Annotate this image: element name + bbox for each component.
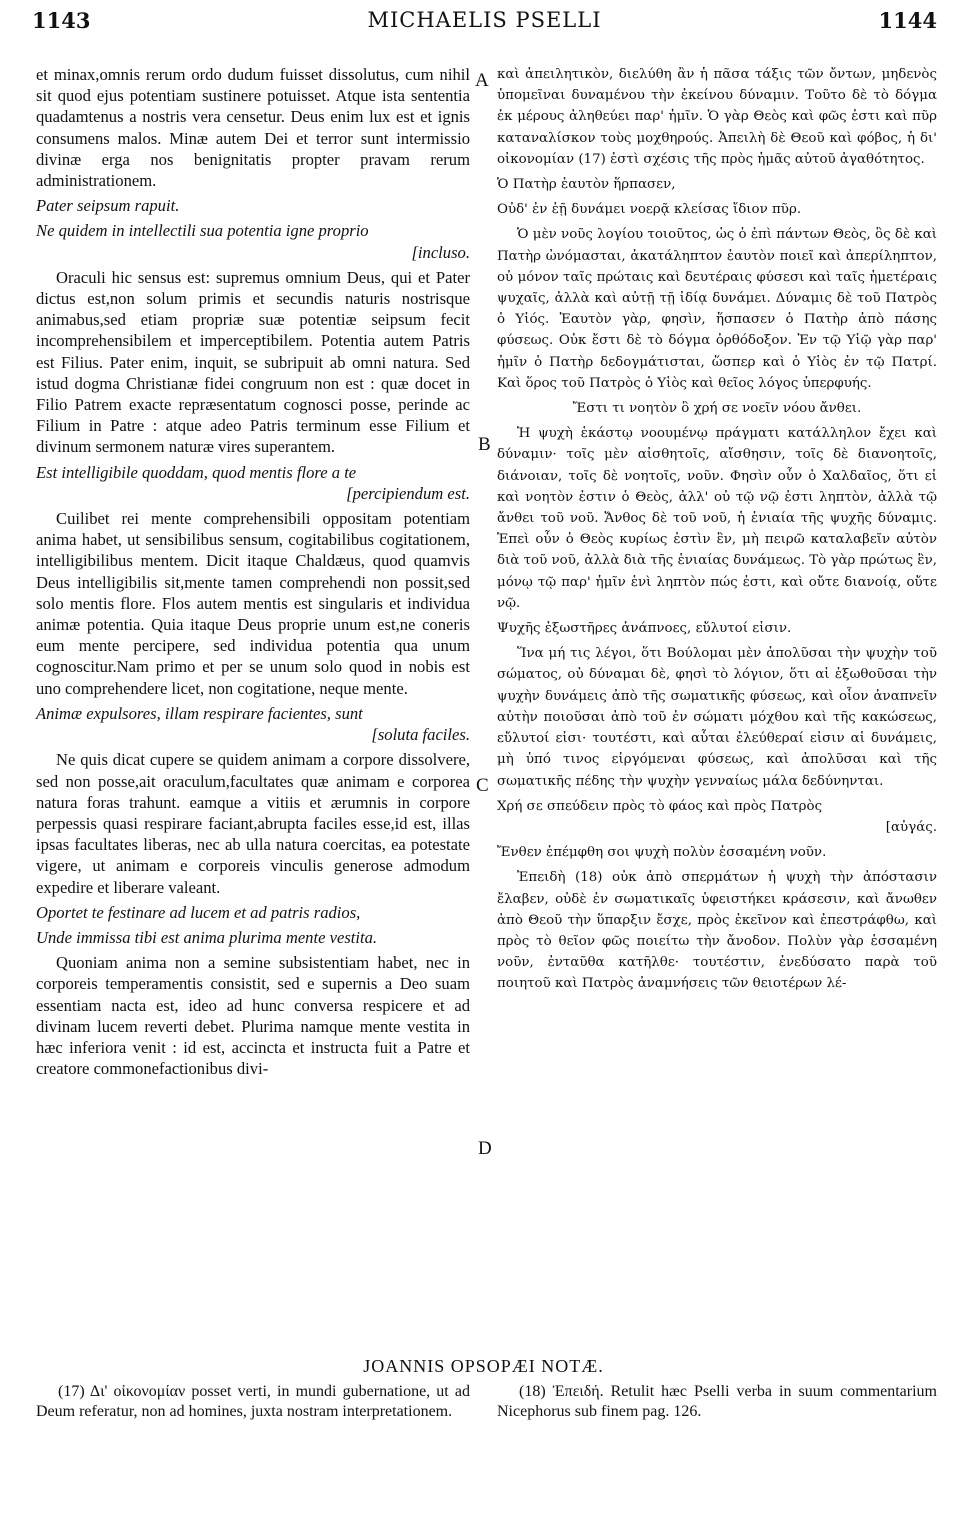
margin-letter-a: A (475, 70, 489, 91)
greek-block (497, 398, 937, 419)
greek-text: καὶ ἀπειλητικὸν, διελύθη ἂν ἡ πᾶσα τάξις τῶν ὄντων, μηδενὸς ὑπομεῖναι δυναμένου τὴν ἐκείνου δύναμιν. Τοῦτο δὲ τὸ δόγμα ἐκ μέρους ἀληθεύει παρ' ἡμῖν. Ὁ γὰρ Θεὸς καὶ φῶς ἐστι καὶ πῦρ καταναλίσκον τοὺς μοχθηρούς. Ἀπειλὴ δὲ Θεοῦ καὶ φόβος, ἡ δι' οἰκονομίαν (17) ἐστὶ σχέσις τῆς πρὸς ἡμᾶς αὐτοῦ ἀγαθότητος. (497, 67, 937, 167)
greek-block (497, 199, 937, 220)
latin-block (36, 749, 470, 897)
latin-continuation: [incluso. (411, 242, 470, 262)
greek-text: Χρή σε σπεύδειν πρὸς τὸ φάος καὶ πρὸς Πατρὸς (497, 798, 823, 814)
page-number-left: 1143 (32, 8, 91, 33)
greek-continuation: [αὐγάς. (885, 819, 937, 835)
greek-text: Ἵνα μή τις λέγοι, ὅτι Βούλομαι μὲν ἀπολῦσαι τὴν ψυχὴν τοῦ σώματος, οὐ δύναμαι δὲ, φησὶ τὸ λόγιον, ὅτι αἱ ἐξωθοῦσαι τὴν ψυχὴν δυνάμεις ἀπὸ τῆς σωματικῆς φύσεως, καὶ οἷον ἀναπνεῖν αὐτὴν ποιοῦσαι ἀπὸ τοῦ ἐν σώματι μόχθου καὶ τῆς κακώσεως, εὔλυτοί εἰσι· τουτέστι, καὶ αὗται ἐλεύθεραί εἰσιν αἱ δυνάμεις, μὴ ὑπό τινος εἰργόμεναι φύσεως, καὶ ἀπολῦσαι καὶ τῆς σωματικῆς πέδης τὴν ψυχὴν γενναίως μάλα δεδύνηνται. (497, 646, 937, 789)
latin-text: Oportet te festinare ad lucem et ad patris radios, (36, 902, 361, 922)
latin-text: Oraculi hic sensus est: supremus omnium Deus, qui et Pater dictus est,non solum primis et secundis naturis nostrisque animabus,sed etiam propriæ suæ potentiæ seipsum fecit incomprehensibilem et imperceptibilem. Potentia autem Patris est Filius. Pater enim, inquit, se subripuit ab omni natura. Sed istud dogma Christianæ fidei congruum non est : quæ docet in Filio Patrem exacte repræsentatum cognosci posse, perinde ac Filium in Patre : atque adeo Patris terminum esse Filium et divinum sermonem naturæ vires superantem. (36, 267, 470, 457)
latin-block (36, 64, 470, 191)
latin-text: Est intelligibile quoddam, quod mentis flore a te (36, 462, 357, 482)
latin-block (36, 195, 470, 216)
latin-text: Cuilibet rei mente comprehensibili oppositam potentiam anima habet, ut sensibilibus sensum, cogitabilibus cogitationem, intelligibilibus mentem. Dicit itaque Chaldæus, quod quamvis Deus intelligibilis sit,mente tamen comprehendi non possit,sed solo mentis flore. Flos autem mentis est singularis et individua animæ potentia. Quia itaque Deus proprie unum est,ne coneris eum mente percipere, sed individua potentia qua unum cognoscitur.Nam primo et per se unum solo quod in nobis est uno comprehendere licet, non cogitatione, neque mente. (36, 509, 470, 698)
footnote-18: (18) Ἐπειδή. Retulit hæc Pselli verba in suum commentarium Nicephorus sub finem pag. 126. (497, 1383, 937, 1420)
latin-text: Unde immissa tibi est anima plurima mente vestita. (36, 927, 378, 947)
latin-block (36, 927, 470, 948)
greek-text: Ἡ ψυχὴ ἑκάστῳ νοουμένῳ πράγματι κατάλληλον ἔχει καὶ δύναμιν· τοῖς μὲν αἰσθητοῖς, αἴσθησιν, τοῖς δὲ διανοητοῖς, διάνοιαν, τοῖς δὲ νοητοῖς, νοῦν. Φησὶν οὖν ὁ Χαλδαῖος, ὅτι εἰ καὶ νοητὸν ἐστιν ὁ Θεὸς, ἀλλ' οὐ τῷ νῷ ἐστι ληπτὸν, ἀλλὰ τῷ ἄνθει τοῦ νοῦ. Ἄνθος δὲ τοῦ νοῦ, ἡ ἑνιαία τῆς ψυχῆς δύναμις. Ἐπεὶ οὖν ὁ Θεὸς κυρίως ἐστὶν ἓν, μὴ πειρῶ καταλαβεῖν αὐτὸν διὰ τοῦ νοῦ, ἀλλὰ διὰ τῆς ἑνιαίας δυνάμεως. Τὸ γὰρ πρώτως ἓν, μόνῳ τῷ παρ' ἡμῖν ἑνὶ ληπτὸν πώς ἐστι, καὶ οὔτε διανοίᾳ, οὔτε νῷ. (497, 426, 937, 611)
margin-letter-b: B (478, 434, 491, 455)
page-header (32, 8, 937, 54)
latin-block (36, 508, 470, 699)
greek-block (497, 423, 937, 614)
latin-text: Quoniam anima non a semine subsistentiam habet, nec in corporeis temperamentis consistit, sed e supernis a Deo suam essentiam nacta est, ideo ad hunc conversa respicere et ad divinam lucem reverti debet. Plurima namque mente vestita in hæc inferiora venit : id est, accincta et instructa fuit a Patre et creatore commonefactionibus divi- (36, 953, 470, 1079)
latin-block (36, 462, 470, 504)
greek-text: Ἔστι τι νοητὸν ὃ χρή σε νοεῖν νόου ἄνθει. (572, 401, 862, 417)
latin-block (36, 267, 470, 458)
running-title: MICHAELIS PSELLI (367, 8, 602, 32)
greek-block (497, 842, 937, 863)
greek-block (497, 174, 937, 195)
margin-letter-d: D (478, 1138, 492, 1159)
latin-block (36, 952, 470, 1079)
greek-block (497, 796, 937, 838)
latin-text: Animæ expulsores, illam respirare facientes, sunt (36, 703, 363, 723)
greek-block (497, 224, 937, 394)
footnote-17: (17) Δι' οἰκονομίαν posset verti, in mundi gubernatione, ut ad Deum referatur, non ad homines, juxta nostram interpretationem. (36, 1383, 470, 1420)
latin-block (36, 220, 470, 262)
greek-block (497, 867, 937, 994)
greek-block (497, 618, 937, 639)
greek-text: Ὁ μὲν νοῦς λογίου τοιοῦτος, ὡς ὁ ἐπὶ πάντων Θεὸς, ὃς δὲ καὶ Πατὴρ ὠνόμασται, ἀκατάληπτον ἑαυτὸν ποιεῖ καὶ ἀπερίληπτον, οὐ μόνον ταῖς πρώταις καὶ δευτέραις φύσεσι καὶ ταῖς ἡμετέραις ψυχαῖς, ἀλλὰ καὶ αὐτῇ τῇ ἰδίᾳ δυνάμει. Δύναμις δὲ τοῦ Πατρὸς ὁ Υἱός. Ἑαυτὸν γὰρ, φησὶν, ἥσπασεν ὁ Πατὴρ ἀπὸ πάσης φύσεως. Οὐκ ἔστι δὲ τὸ δόγμα ὀρθόδοξον. Ἐν τῷ Υἱῷ γὰρ παρ' ἡμῖν ὁ Πατὴρ δεδογμάτισται, ὥσπερ καὶ ὁ Υἱὸς ἐν τῷ Πατρί. Καὶ ὅρος τοῦ Πατρὸς ὁ Υἱὸς καὶ θεῖος λόγος ὑπερφυής. (497, 227, 937, 391)
greek-column (497, 64, 937, 999)
latin-text: Ne quis dicat cupere se quidem animam a corpore dissolvere, sed non posse,ait oraculum,facultates quæ animam e corporea natura foras trahunt. eamque a vitiis et ærumnis in corpore perpessis quasi respirare faciant,abrupta faciles esse,id est, illas ipsas facultates liberas, nec ab ulla natura coercitas, ea potestate vigere, ut animam e corporeis vinculis generose admodum expedire et liberare valeant. (36, 750, 470, 897)
greek-text: Ἔνθεν ἐπέμφθη σοι ψυχὴ πολὺν ἑσσαμένη νοῦν. (497, 845, 827, 861)
latin-continuation: [percipiendum est. (346, 483, 470, 503)
greek-block (497, 64, 937, 170)
latin-text: Pater seipsum rapuit. (36, 196, 180, 216)
latin-block (36, 902, 470, 923)
latin-column (36, 64, 470, 1083)
latin-continuation: [soluta faciles. (371, 725, 470, 745)
greek-block (497, 643, 937, 791)
latin-text: et minax,omnis rerum ordo dudum fuisset dissolutus, cum nihil sit quod ejus potentiam sustinere potuisset. Atque ista sententia quadamtenus a nostris vera censetur. Deus enim lux est et ignis consumens malos. Minæ autem Dei et terror sunt intermissio divinæ erga nos benignitatis propter pravam rerum administrationem. (36, 65, 470, 191)
greek-text: Ἐπειδὴ (18) οὐκ ἀπὸ σπερμάτων ἡ ψυχὴ τὴν ἀπόστασιν ἔλαβεν, οὐδὲ ἐν σωματικαῖς ὑφειστήκει κράσεσιν, καὶ ἄνωθεν ἀπὸ Θεοῦ τὴν ὕπαρξιν ἔσχε, πρὸς ἐκεῖνον καὶ ἐπεστράφθω, καὶ πρὸς τὸ θεῖον φῶς ποιείτω τὴν ἄνοδον. Πολὺν γὰρ ἑσσαμένη νοῦν, ἐνταῦθα κατῆλθε· τουτέστιν, ἐνεδύσατο παρὰ τοῦ ποιητοῦ καὶ Πατρὸς ἀναμνήσεις τῶν θειοτέρων λέ- (497, 870, 937, 992)
greek-text: Ὁ Πατὴρ ἑαυτὸν ἥρπασεν, (497, 177, 676, 193)
greek-text: Οὐδ' ἐν ἑῇ δυνάμει νοερᾷ κλείσας ἴδιον πῦρ. (497, 202, 802, 218)
latin-block (36, 703, 470, 745)
notes-title: JOANNIS OPSOPÆI NOTÆ. (363, 1356, 604, 1376)
page-number-right: 1144 (878, 8, 937, 33)
greek-text: Ψυχῆς ἐξωστῆρες ἀνάπνοες, εὔλυτοί εἰσιν. (497, 621, 792, 637)
margin-letter-c: C (476, 775, 489, 796)
latin-text: Ne quidem in intellectili sua potentia igne proprio (36, 221, 369, 241)
